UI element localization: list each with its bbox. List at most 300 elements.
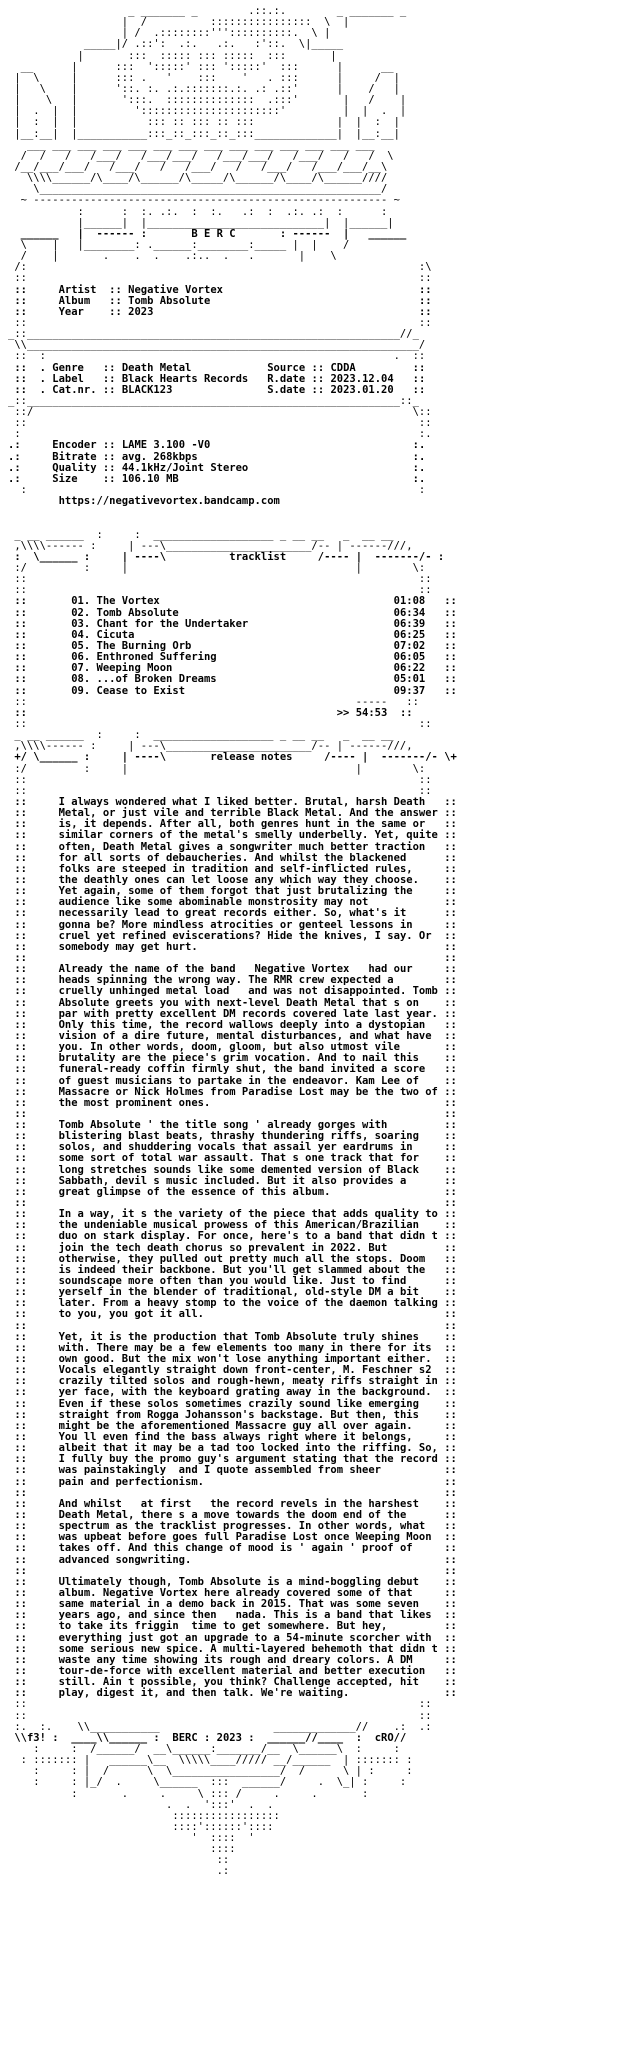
frame-line: _::___________________________________________________________//_ (8, 328, 419, 341)
frame-line: _ __ ______ : : ___________________ _ __ __ _ __ __ (8, 528, 394, 541)
release-notes-line: solos, and shuddering vocals that assail yer eardrums in (58, 1141, 445, 1154)
release-notes-line: Yet again, some of them forgot that just brutalizing the (58, 885, 445, 898)
track-duration: 06:05 (393, 651, 426, 664)
notes-line: :: join the tech death chorus so prevalent in 2022. But :: (8, 1241, 457, 1254)
track-number: 08. (71, 673, 91, 686)
frame-line: :: :: (8, 718, 432, 730)
header-ascii-logo: | / .::::::::'''::::::::::. \ | (8, 27, 331, 40)
album-label: Album (58, 294, 103, 307)
track-number: 09. (71, 684, 91, 697)
notes-line: :: Yet again, some of them forgot that just brutalizing the :: (8, 885, 457, 898)
header-group-tag: B E R C (191, 227, 236, 240)
notes-line: :: blistering blast beats, thrashy thundering riffs, soaring :: (8, 1130, 457, 1143)
footer-ascii-logo: ::::::::::::::::: (8, 1809, 280, 1822)
encoder-row: .: Encoder :: LAME 3.100 -V0 :. (8, 439, 426, 452)
total-marker: >> (336, 706, 350, 719)
notes-line: :: soundscape more often than you would like. Just to find :: (8, 1275, 457, 1288)
footer-group-tag: BERC (172, 1731, 198, 1744)
notes-line: :: albeit that it may be a tad too locked into the riffing. So, :: (8, 1442, 457, 1455)
total-duration: 54:53 (355, 706, 388, 719)
spacer (8, 518, 632, 529)
header-ascii-logo: : : :. .:. : :. .: : .:. .: : : (8, 205, 388, 218)
release-notes-line: the undeniable musical prowess of this American/Brazilian (58, 1219, 445, 1232)
catnr-sdate-left-value: BLACK123 (121, 383, 261, 396)
release-notes-line: everything just got an upgrade to a 54-minute scorcher with (58, 1631, 445, 1644)
notes-line: :: Even if these solos sometimes crazily sound like emerging :: (8, 1397, 457, 1410)
frame-line: :/ : | | \: (8, 562, 426, 575)
release-notes-line: same material in a demo back in 2015. That was some seven (58, 1598, 445, 1611)
track-title: Weeping Moon (96, 662, 325, 675)
frame-line: :: :: (8, 773, 432, 786)
release-notes-line: some sort of total war assault. That s one track that for (58, 1152, 445, 1165)
notes-line: :: advanced songwriting. :: (8, 1553, 457, 1566)
footer-ascii-logo: : : |_/ . \______ ::: ______/ . \_| : : (8, 1776, 407, 1789)
release-notes-line: great glimpse of the essence of this album. (58, 1185, 445, 1198)
track-duration: 07:02 (393, 640, 426, 653)
frame-line: :: : . :: (8, 350, 426, 363)
catnr-sdate-right-value: 2023.01.20 (330, 383, 407, 396)
bitrate-row: .: Bitrate :: avg. 268kbps :. (8, 450, 426, 463)
label-rdate-right-value: 2023.12.04 (330, 372, 407, 385)
encoder-value: LAME 3.100 -V0 (121, 439, 400, 452)
header-ascii-logo: / / / /___/ /___/___/ /___/___/ /___/ / / \ (8, 149, 394, 162)
release-notes-line: Even if these solos sometimes crazily sound like emerging (58, 1397, 445, 1410)
header-ascii-logo: \ | |________: .______:________:_____ | | / (8, 238, 350, 251)
notes-line: :: is, it depends. After all, both genres hunt in the same or :: (8, 818, 457, 831)
notes-line: :: long stretches sounds like some demented version of Black :: (8, 1163, 457, 1176)
track-title: The Vortex (96, 595, 325, 608)
notes-line: :: Death Metal, there s a move towards the doom end of the :: (8, 1508, 457, 1521)
track-row: :: 08. ...of Broken Dreams 05:01 :: (8, 673, 457, 686)
frame-line: _::___________________________________________________________::_ (8, 394, 419, 407)
frame-line: :: :: (8, 784, 432, 797)
notes-line: :: still. Ain t possible, you think? Challenge accepted, hit :: (8, 1676, 457, 1689)
track-row: :: 05. The Burning Orb 07:02 :: (8, 640, 457, 653)
catnr-sdate-row: :: . Cat.nr. :: BLACK123 S.date :: 2023.01.20 :: (8, 383, 426, 396)
release-notes-line: audience like some abominable monstrosity may not (58, 896, 445, 909)
encoder-label: Encoder (52, 439, 97, 452)
release-notes-line: duo on stark display. For once, here's to a band that didn t (58, 1230, 445, 1243)
track-title: Chant for the Undertaker (96, 617, 325, 630)
notes-line: :: brutality are the piece's grim vocation. And to nail this :: (8, 1052, 457, 1065)
release-notes-line: years ago, and since then nada. This is a band that likes (58, 1609, 445, 1622)
track-row: :: 06. Enthroned Suffering 06:05 :: (8, 651, 457, 664)
notes-line: :: Sabbath, devil s music included. But it also provides a :: (8, 1174, 457, 1187)
release-notes-line: own good. But the mix won't lose anything important either. (58, 1353, 445, 1366)
header-ascii-logo: | \ | ':::. :::::::::::::: .:::' | / | (8, 94, 407, 107)
notes-line: :: :: (8, 1197, 457, 1210)
release-notes-line: Death Metal, there s a move towards the doom end of the (58, 1508, 445, 1521)
catnr-sdate-left-label: Cat.nr. (52, 383, 97, 396)
track-row: :: 02. Tomb Absolute 06:34 :: (8, 606, 457, 619)
notes-line: :: was upbeat before goes full Paradise Lost once Weeping Moon :: (8, 1531, 457, 1544)
nfo-document (8, 6, 632, 2046)
release-notes-line: Massacre or Nick Holmes from Paradise Lost may be the two of (58, 1085, 445, 1098)
track-duration: 06:34 (393, 606, 426, 619)
notes-line: :: I always wondered what I liked better. Brutal, harsh Death :: (8, 795, 457, 808)
release-notes-line: pain and perfectionism. (58, 1475, 445, 1488)
artist-value: Negative Vortex (128, 283, 419, 296)
footer-ascii-logo: : : /______/ __\______:_______/__ \______\ : : (8, 1742, 400, 1755)
footer-tag-line: \\f3! : ____\\______ : BERC : 2023 : ______//____ : cRO// (8, 1731, 407, 1744)
release-notes-line: somebody may get hurt. (58, 940, 445, 953)
release-notes-line: to you, you got it all. (58, 1308, 445, 1321)
track-title: Enthroned Suffering (96, 651, 325, 664)
total-row: :: >> 54:53 :: (8, 706, 413, 719)
footer-left-tag: f3! (26, 1731, 46, 1744)
year-row: :: Year :: 2023 :: (8, 305, 432, 318)
release-notes-line: Ultimately though, Tomb Absolute is a mind-boggling debut (58, 1575, 445, 1588)
release-notes-line: soundscape more often than you would like. Just to find (58, 1275, 445, 1288)
frame-line: \\______________________________________________________________/ (8, 339, 426, 352)
notes-line: :: par with pretty excellent DM records covered late last year. :: (8, 1007, 457, 1020)
spacer (8, 507, 632, 518)
bitrate-label: Bitrate (52, 450, 97, 463)
release-notes-line: to take its friggin time to get somewhere. But hey, (58, 1620, 445, 1633)
release-notes-line: funeral-ready coffin firmly shut, the band invited a score (58, 1063, 445, 1076)
notes-line: :: same material in a demo back in 2015. That was some seven :: (8, 1598, 457, 1611)
header-ascii-logo: /__/___/___/ /___/ / /___/ / /___/ /___/___/__\ (8, 160, 388, 173)
bitrate-value: avg. 268kbps (121, 450, 400, 463)
footer-ascii-logo: .: (8, 1865, 230, 1878)
notes-line: :: to take its friggin time to get somewhere. But hey, :: (8, 1620, 457, 1633)
notes-line: :: Massacre or Nick Holmes from Paradise Lost may be the two of :: (8, 1085, 457, 1098)
release-notes-line: advanced songwriting. (58, 1553, 445, 1566)
release-notes-line: later. From a heavy stomp to the voice of the daemon talking (58, 1297, 445, 1310)
header-ascii-logo: ___ ___ ___ ___ ___ ___ ___ ___ ___ ___ ___ ___ ___ ___ (8, 138, 375, 151)
header-ascii-logo: \\\\______/\____/\______/\_____/\______/\____/\______//// (8, 172, 388, 185)
release-notes-line: necessarily lead to great records either. So, what's it (58, 907, 445, 920)
size-value: 106.10 MB (121, 472, 400, 485)
footer-ascii-logo: : ::::::: | ______\__ \\\\\____///// __/______ | ::::::: : (8, 1754, 413, 1767)
notes-line: :: :: (8, 1319, 457, 1332)
size-row: .: Size :: 106.10 MB :. (8, 472, 426, 485)
notes-line: :: to you, you got it all. :: (8, 1308, 457, 1321)
release-notes-line: vision of a dire future, mental disturbances, and what have (58, 1029, 445, 1042)
frame-line: :: :: (8, 1698, 432, 1711)
notes-header: +/ \______ : | ----\ release notes /---- | -------/- \+ (8, 751, 457, 764)
notes-line: :: play, digest it, and then talk. We're waiting. :: (8, 1687, 457, 1700)
artist-row: :: Artist :: Negative Vortex :: (8, 283, 432, 296)
notes-line: :: :: (8, 951, 457, 964)
notes-line: :: Metal, or just vile and terrible Black Metal. And the answer :: (8, 807, 457, 820)
frame-line: :: :: (8, 417, 432, 430)
notes-line: :: Only this time, the record wallows deeply into a dystopian :: (8, 1018, 457, 1031)
release-notes-line: straight from Rogga Johansson's backstage. But then, this (58, 1408, 445, 1421)
genre-source-left-value: Death Metal (121, 361, 261, 374)
release-notes-line: blistering blast beats, thrashy thundering riffs, soaring (58, 1130, 445, 1143)
release-notes-line: still. Ain t possible, you think? Challenge accepted, hit (58, 1676, 445, 1689)
size-label: Size (52, 472, 97, 485)
track-number: 06. (71, 651, 91, 664)
release-notes-line: is indeed their backbone. But you'll get slammed about the (58, 1263, 445, 1276)
track-row: :: 07. Weeping Moon 06:22 :: (8, 662, 457, 675)
frame-line: :: :: (8, 316, 432, 329)
url-row (8, 496, 632, 507)
track-duration: 01:08 (393, 595, 426, 608)
header-ascii-logo: _____|/ .::': .:. .:. :'::. \|_____ (8, 38, 344, 51)
footer-year: 2023 (216, 1731, 242, 1744)
release-notes-line: Metal, or just vile and terrible Black Metal. And the answer (58, 807, 445, 820)
notes-line: :: Vocals elegantly straight down front-center, M. Feschner s2 :: (8, 1364, 457, 1377)
notes-line: :: was painstakingly and I quote assembled from sheer :: (8, 1464, 457, 1477)
release-notes-line: You ll even find the bass always right where it belongs, (58, 1431, 445, 1443)
band-url: https://negativevortex.bandcamp.com (58, 495, 280, 508)
release-notes-line: the most prominent ones. (58, 1096, 445, 1109)
notes-line: :: vision of a dire future, mental disturbances, and what have :: (8, 1029, 457, 1042)
footer-ascii-logo: : . . \ ::: / . . : (8, 1787, 369, 1800)
release-notes-line: In a way, it s the variety of the piece that adds quality to (58, 1208, 445, 1221)
release-notes-line: was painstakingly and I quote assembled from sheer (58, 1464, 445, 1477)
release-notes-line: for all sorts of debaucheries. And whilst the blackened (58, 851, 445, 864)
notes-line: :: :: (8, 1486, 457, 1499)
release-notes-line: waste any time showing its rough and dreary colors. A DM (58, 1653, 445, 1666)
notes-line: :: Ultimately though, Tomb Absolute is a mind-boggling debut :: (8, 1575, 457, 1588)
frame-line: :: :: (8, 584, 432, 597)
track-row: :: 04. Cicuta 06:25 :: (8, 628, 457, 641)
header-ascii-logo: | / :::::::::::::::: \ | (8, 16, 350, 29)
notes-line: :: takes off. And this change of mood is ' again ' proof of :: (8, 1542, 457, 1555)
notes-line: :: the most prominent ones. :: (8, 1096, 457, 1109)
notes-line: :: :: (8, 1564, 457, 1577)
release-notes-line: I always wondered what I liked better. Brutal, harsh Death (58, 795, 445, 808)
frame-line: :/ : | | \: (8, 762, 426, 775)
track-title: The Burning Orb (96, 640, 325, 653)
release-notes-line: was upbeat before goes full Paradise Lost once Weeping Moon (58, 1531, 445, 1544)
quality-value: 44.1kHz/Joint Stereo (121, 461, 400, 474)
notes-line: :: audience like some abominable monstrosity may not :: (8, 896, 457, 909)
artist-label: Artist (58, 283, 103, 296)
frame-line: : :. (8, 428, 432, 441)
header-ascii-logo: __ | ::: ':::::' ::: ':::::' ::: | __ (8, 60, 394, 73)
release-notes-line: is, it depends. After all, both genres hunt in the same or (58, 818, 445, 831)
release-notes-line: cruelly unhinged metal load and was not disappointed. Tomb (58, 985, 445, 998)
notes-line: :: In a way, it s the variety of the piece that adds quality to :: (8, 1208, 457, 1221)
notes-line: :: is indeed their backbone. But you'll get slammed about the :: (8, 1263, 457, 1276)
release-notes-line: albeit that it may be a tad too locked into the riffing. So, (58, 1442, 445, 1455)
notes-line: :: gonna be? More mindless atrocities or genteel lessons in :: (8, 918, 457, 931)
notes-line: :: you. In other words, doom, gloom, but also utmost vile :: (8, 1041, 457, 1054)
album-value: Tomb Absolute (128, 294, 419, 307)
release-notes-line: Tomb Absolute ' the title song ' already gorges with (58, 1119, 445, 1132)
track-row: :: 09. Cease to Exist 09:37 :: (8, 684, 457, 697)
notes-line: :: years ago, and since then nada. This is a band that likes :: (8, 1609, 457, 1622)
header-ascii-logo: | : | | ::: :: ::: :: ::: | | : | (8, 116, 400, 129)
release-notes-line: Absolute greets you with next-level Death Metal that s on (58, 996, 445, 1009)
release-notes-line: tour-de-force with excellent material and better execution (58, 1664, 445, 1677)
notes-line: :: for all sorts of debaucheries. And whilst the blackened :: (8, 851, 457, 864)
label-rdate-right-label: R.date (267, 372, 306, 385)
track-title: Tomb Absolute (96, 606, 325, 619)
genre-source-right-label: Source (267, 361, 306, 374)
release-notes-line: takes off. And this change of mood is ' again ' proof of (58, 1542, 445, 1555)
release-notes-line: join the tech death chorus so prevalent in 2022. But (58, 1241, 445, 1254)
notes-line: :: Tomb Absolute ' the title song ' already gorges with :: (8, 1119, 457, 1132)
track-title: ...of Broken Dreams (96, 673, 325, 686)
footer-ascii-logo: ::::'::::::':::: (8, 1820, 274, 1833)
track-duration: 06:22 (393, 662, 426, 675)
header-group-line: ______ | ------ : B E R C : ------ | ______ (8, 227, 407, 240)
notes-line: :: pain and perfectionism. :: (8, 1475, 457, 1488)
notes-line: :: Already the name of the band Negative Vortex had our :: (8, 963, 457, 976)
release-notes-line: Vocals elegantly straight down front-center, M. Feschner s2 (58, 1364, 445, 1377)
notes-line: :: everything just got an upgrade to a 54-minute scorcher with :: (8, 1631, 457, 1644)
release-notes-line: yerself in the blender of traditional, old-style DM a bit (58, 1286, 445, 1299)
track-number: 05. (71, 640, 91, 653)
footer-right-tag: cRO (374, 1731, 394, 1744)
footer-ascii-logo: ' :::: ' (8, 1832, 255, 1845)
label-rdate-row: :: . Label :: Black Hearts Records R.date :: 2023.12.04 :: (8, 372, 426, 385)
release-notes-line: Sabbath, devil s music included. But it also provides a (58, 1174, 445, 1187)
catnr-sdate-right-label: S.date (267, 383, 306, 396)
header-ascii-logo: \______________________________________________________/ (8, 183, 388, 196)
notes-line: :: folks are steeped in tradition and self-inflicted rules, :: (8, 862, 457, 875)
header-ascii-logo: |______| |____________________________| |______| (8, 216, 394, 229)
genre-source-left-label: Genre (52, 361, 97, 374)
release-notes-line: brutality are the piece's grim vocation. And to nail this (58, 1052, 445, 1065)
notes-line: :: waste any time showing its rough and dreary colors. A DM :: (8, 1653, 457, 1666)
release-notes-line: gonna be? More mindless atrocities or genteel lessons in (58, 918, 445, 931)
release-notes-line: spectrum as the tracklist progresses. In other words, what (58, 1520, 445, 1533)
notes-line: :: crazily tilted solos and rough-hewn, meaty riffs straight in :: (8, 1375, 457, 1388)
year-value: 2023 (128, 305, 419, 318)
notes-line: :: heads spinning the wrong way. The RMR crew expected a :: (8, 974, 457, 987)
release-notes-line: Already the name of the band Negative Vortex had our (58, 963, 445, 976)
notes-line: :: cruelly unhinged metal load and was not disappointed. Tomb :: (8, 985, 457, 998)
release-notes-line: yer face, with the keyboard grating away in the background. (58, 1386, 445, 1399)
notes-line: :: You ll even find the bass always right where it belongs, :: (8, 1431, 457, 1443)
notes-line: :: later. From a heavy stomp to the voice of the daemon talking :: (8, 1297, 457, 1310)
notes-line: :: some serious new spice. A multi-layered behemoth that didn t :: (8, 1642, 457, 1655)
release-notes-line: And whilst at first the record revels in the harshest (58, 1497, 445, 1510)
notes-line: :: similar corners of the metal's smelly underbelly. Yet, quite :: (8, 829, 457, 842)
header-ascii-logo: ~ -------------------------------------------------------- ~ (8, 194, 400, 207)
year-label: Year (58, 305, 103, 318)
release-notes-line: heads spinning the wrong way. The RMR crew expected a (58, 974, 445, 987)
label-rdate-left-value: Black Hearts Records (121, 372, 261, 385)
notes-line: :: yer face, with the keyboard grating away in the background. :: (8, 1386, 457, 1399)
header-ascii-logo: |__:__| |___________:::_::_:::_::_:::_____________| |__:__| (8, 127, 400, 140)
release-notes-line: otherwise, they pulled out pretty much all the stops. Doom (58, 1252, 445, 1265)
frame-line: :: :: (8, 272, 432, 285)
track-duration: 06:39 (393, 617, 426, 630)
notes-line: :: some sort of total war assault. That s one track that for :: (8, 1152, 457, 1165)
frame-line: ,\\\\------ : | ---\_______________________/-- | ------///, (8, 740, 413, 753)
release-notes-line: the deathly ones can let loose any which way they choose. (58, 873, 445, 886)
notes-line: :: necessarily lead to great records either. So, what's it :: (8, 907, 457, 920)
release-notes-line: Yet, it is the production that Tomb Absolute truly shines (58, 1330, 445, 1343)
notes-line: :: Yet, it is the production that Tomb Absolute truly shines :: (8, 1330, 457, 1343)
release-notes-line: might be the aforementioned Massacre guy all over again. (58, 1419, 445, 1432)
footer-ascii-logo: . . ':::' . . (8, 1798, 274, 1811)
track-row: :: 01. The Vortex 01:08 :: (8, 595, 457, 608)
header-ascii-logo: | ::: ::::: ::: ::::: ::: | (8, 49, 337, 62)
notes-line: :: straight from Rogga Johansson's backstage. But then, this :: (8, 1408, 457, 1421)
notes-line: :: solos, and shuddering vocals that assail yer eardrums in :: (8, 1141, 457, 1154)
genre-source-row: :: . Genre :: Death Metal Source :: CDDA :: (8, 361, 426, 374)
footer-ascii-logo: : : | / \ \_________________/ / \ | : : (8, 1765, 413, 1778)
notes-line: :: Absolute greets you with next-level Death Metal that s on :: (8, 996, 457, 1009)
notes-line: :: somebody may get hurt. :: (8, 940, 457, 953)
notes-line: :: own good. But the mix won't lose anything important either. :: (8, 1353, 457, 1366)
release-notes-line: you. In other words, doom, gloom, but also utmost vile (58, 1041, 445, 1054)
header-ascii-logo: | \ | ::: . ' ::: ' . ::: | / | (8, 71, 400, 84)
tracklist-title: tracklist (229, 550, 287, 563)
track-duration: 09:37 (393, 684, 426, 697)
frame-line: :: :: (8, 1709, 432, 1722)
release-notes-line: play, digest it, and then talk. We're waiting. (58, 1687, 445, 1700)
notes-line: :: funeral-ready coffin firmly shut, the band invited a score :: (8, 1063, 457, 1076)
release-notes-title: release notes (210, 751, 293, 764)
notes-line: :: great glimpse of the essence of this album. :: (8, 1185, 457, 1198)
quality-row: .: Quality :: 44.1kHz/Joint Stereo :. (8, 461, 426, 474)
release-notes-line: some serious new spice. A multi-layered behemoth that didn t (58, 1642, 445, 1655)
notes-line: :: album. Negative Vortex here already covered some of that :: (8, 1586, 457, 1599)
notes-line: :: I fully buy the promo guy's argument stating that the record :: (8, 1453, 457, 1466)
notes-line: :: the undeniable musical prowess of this American/Brazilian :: (8, 1219, 457, 1232)
frame-line: /: :\ (8, 261, 432, 274)
frame-line: : : (8, 484, 426, 497)
release-notes-line: cruel yet refined eviscerations? Hide the knives, I say. Or (58, 929, 445, 942)
track-duration: 06:25 (393, 628, 426, 641)
track-number: 01. (71, 595, 91, 608)
header-ascii-logo: | \ | '::. :. .:.:::::::.:. .: .::' | / | (8, 82, 400, 95)
track-number: 07. (71, 662, 91, 675)
release-notes-line: par with pretty excellent DM records covered late last year. (58, 1007, 445, 1020)
notes-line: :: cruel yet refined eviscerations? Hide the knives, I say. Or :: (8, 929, 457, 942)
notes-line: :: might be the aforementioned Massacre guy all over again. :: (8, 1419, 457, 1432)
notes-line: :: yerself in the blender of traditional, old-style DM a bit :: (8, 1286, 457, 1299)
release-notes-line: crazily tilted solos and rough-hewn, meaty riffs straight in (58, 1375, 445, 1388)
release-notes-line: Only this time, the record wallows deeply into a dystopian (58, 1018, 445, 1031)
frame-line: :. :. \\___________ _____________// .: .: (8, 1720, 432, 1733)
notes-line: :: the deathly ones can let loose any which way they choose. :: (8, 873, 457, 886)
track-title: Cicuta (96, 628, 325, 641)
album-row: :: Album :: Tomb Absolute :: (8, 294, 432, 307)
release-notes-line: of guest musicians to partake in the endeavor. Kam Lee of (58, 1074, 445, 1087)
frame-line: ::/ \:: (8, 406, 432, 419)
frame-line: :: :: (8, 573, 432, 586)
frame-line: ,\\\\------ : | ---\_______________________/-- | ------///, (8, 539, 413, 552)
release-notes-line: album. Negative Vortex here already covered some of that (58, 1586, 445, 1599)
release-notes-line: folks are steeped in tradition and self-inflicted rules, (58, 862, 445, 875)
track-duration: 05:01 (393, 673, 426, 686)
tracklist-header: : \______ : | ----\ tracklist /---- | -------/- : (8, 550, 445, 563)
notes-line: :: spectrum as the tracklist progresses. In other words, what :: (8, 1520, 457, 1533)
track-number: 02. (71, 606, 91, 619)
header-ascii-logo: _ _______ _ .::.:. _ _______ _ (8, 6, 407, 17)
notes-line: :: duo on stark display. For once, here's to a band that didn t :: (8, 1230, 457, 1243)
header-ascii-logo: / | . . . .:.. . . | \ (8, 250, 337, 263)
frame-line: :: ----- :: (8, 695, 419, 708)
release-notes-line: with. There may be a few elements too many in there for its (58, 1341, 445, 1354)
genre-source-right-value: CDDA (330, 361, 407, 374)
footer-ascii-logo: :: (8, 1854, 230, 1867)
quality-label: Quality (52, 461, 97, 474)
track-title: Cease to Exist (96, 684, 325, 697)
notes-line: :: otherwise, they pulled out pretty much all the stops. Doom :: (8, 1252, 457, 1265)
release-notes-line: long stretches sounds like some demented version of Black (58, 1163, 445, 1176)
notes-line: :: :: (8, 1107, 457, 1120)
release-notes-line: similar corners of the metal's smelly underbelly. Yet, quite (58, 829, 445, 842)
release-notes-line: I fully buy the promo guy's argument stating that the record (58, 1453, 445, 1466)
notes-line: :: And whilst at first the record revels in the harshest :: (8, 1497, 457, 1510)
notes-line: :: with. There may be a few elements too many in there for its :: (8, 1341, 457, 1354)
track-number: 03. (71, 617, 91, 630)
track-row: :: 03. Chant for the Undertaker 06:39 :: (8, 617, 457, 630)
notes-line: :: often, Death Metal gives a songwriter much better traction :: (8, 840, 457, 853)
notes-line: :: of guest musicians to partake in the endeavor. Kam Lee of :: (8, 1074, 457, 1087)
